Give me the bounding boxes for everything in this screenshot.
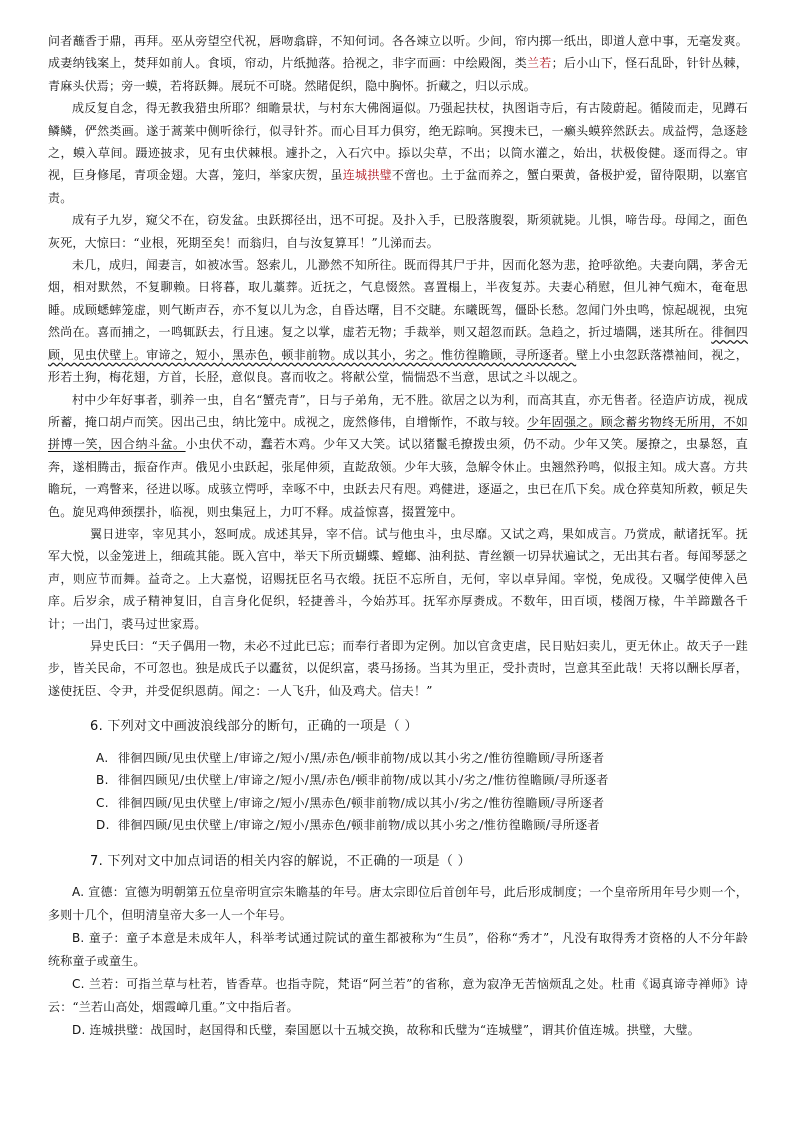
question-7-options xyxy=(48,881,748,1042)
passage-text: 小虫伏不动，蠢若木鸡。少年又大笑。试以猪鬣毛撩拨虫须，仍不动。少年又笑。屡撩之，虫暴怒，直奔，遂相腾击，振奋作声。俄见小虫跃起，张尾伸须，直龁敌领。少年大骇，急解令休止。虫翘然矜鸣，似报主知。成大喜。方共瞻玩，一鸡瞥来，径进以啄。成骇立愕呼，幸啄不中，虫跃去尺有咫。鸡健进，逐逼之，虫已在爪下矣。成仓猝莫知所救，顿足失色。旋见鸡伸颈摆扑，临视，则虫集冠上，力叮不释。成益惊喜，掇置笼中。 xyxy=(48,437,748,519)
passage-text: 成反复自念，得无教我猎虫所耶？细瞻景状，与村东大佛阁逼似。乃强起扶杖，执图诣寺后，有古陵蔚起。循陵而走，见蹲石鳞鳞，俨然类画。遂于蒿莱中侧听徐行，似寻针芥。而心目耳力俱穷，绝无踪响。冥搜未已，一癞头蟆猝然跃去。成益愕，急逐趁之，蟆入草间。蹑迹披求，见有虫伏棘根。遽扑之，入石穴中。掭以尖草，不出；以筒水灌之，始出，状极俊健。逐而得之。审视，巨身修尾，青项金翅。大喜，笼归，举家庆贺，虽 xyxy=(48,101,748,183)
question-6-title: 6. 下列对文中画波浪线部分的断句，正确的一项是（ ） xyxy=(90,719,418,735)
option-key: A. xyxy=(72,885,85,899)
passage-text: ；后小山下，怪石乱卧，针针丛棘，青麻头伏焉；旁一蟆，若将跃舞。展玩不可晓。然睹促织，隐中胸怀。折藏之，归以示成。 xyxy=(48,56,749,93)
option-key: B. xyxy=(96,773,109,788)
passage-paragraph: 异史氏曰：“天子偶用一物，未必不过此已忘；而奉行者即为定例。加以官贪吏虐，民日贴妇卖儿，更无休止。故天子一跬步，皆关民命，不可忽也。独是成氏子以蠹贫，以促织富，裘马扬扬。当其为里正，受扑责时，岂意其至此哉！天将以酬长厚者，遂使抚臣、令尹，并受促织恩荫。闻之：一人飞升，仙及鸡犬。信夫！” xyxy=(48,638,748,698)
passage-text: 未几，成归，闻妻言，如被冰雪。怒索儿，儿渺然不知所往。既而得其尸于井，因而化怒为悲，抢呼欲绝。夫妻向隅，茅舍无烟，相对默然，不复聊赖。日将暮，取儿藁葬。近抚之，气息惙然。喜置榻上，半夜复苏。夫妻心稍慰，但儿神气痴木，奄奄思睡。成顾蟋蟀笼虚，则气断声吞，亦不复以儿为念，自昏达曙，目不交睫。东曦既驾，僵卧长愁。忽闻门外虫鸣，惊起觇视，虫宛然尚在。喜而捕之，一鸣辄跃去，行且速。复之以掌，虚若无物；手裁举，则又超忽而跃。急趋之，折过墙隅，迷其所在。 xyxy=(48,258,748,340)
option-key: D. xyxy=(96,818,110,833)
explanation-a[interactable] xyxy=(48,881,748,927)
option-text: 兰若：可指兰草与杜若，皆香草。也指寺院，梵语“阿兰若”的省称，意为寂净无苦恼烦乱之处。杜甫《谒真谛寺禅师》诗云：“兰若山高处，烟霞嶂几重。”文中指后者。 xyxy=(48,977,749,1014)
document-page xyxy=(48,30,748,1042)
wavy-underlined-text: 徘徊四顾，见虫伏壁上。审谛之，短小，黑赤色，顿非前物。成以其小，劣之。惟彷徨瞻顾，寻所逐者。 xyxy=(48,325,748,362)
option-key: C. xyxy=(96,795,109,810)
passage-paragraph xyxy=(48,254,748,388)
dotted-term: 兰若 xyxy=(527,56,552,71)
option-text: 徘徊四顾/见虫伏壁上/审谛之/短小/黑/赤色/顿非前物/成以其小劣之/惟彷徨瞻顾/寻所逐者 xyxy=(118,750,605,765)
passage-text: 壁上小虫忽跃落襟袖间，视之，形若土狗，梅花翅，方首，长胫，意似良。喜而收之。将献公堂，惴惴恐不当意，思试之斗以觇之。 xyxy=(48,347,748,385)
passage-text: 问者蘸香于鼎，再拜。巫从旁望空代祝，唇吻翕辟，不知何词。各各竦立以听。少间，帘内掷一纸出，即道人意中事，无毫发爽。成妻纳钱案上，焚拜如前人。食顷，帘动，片纸抛落。拾视之，非字而画：中绘殿阁，类 xyxy=(48,34,748,71)
option-key: A. xyxy=(96,750,109,765)
option-a[interactable] xyxy=(96,747,748,770)
option-key: B. xyxy=(72,931,85,945)
option-text: 连城拱璧：战国时，赵国得和氏璧，秦国愿以十五城交换，故称和氏璧为“连城璧”，谓其价值连城。拱璧，大璧。 xyxy=(89,1023,700,1037)
question-6-options xyxy=(48,747,748,837)
option-c[interactable] xyxy=(96,792,748,815)
question-7-title: 7. 下列对文中加点词语的相关内容的解说，不正确的一项是（ ） xyxy=(90,853,471,869)
passage-paragraph xyxy=(48,389,748,523)
explanation-b[interactable] xyxy=(48,927,748,973)
explanation-d[interactable] xyxy=(48,1019,748,1042)
passage-paragraph: 翼日进宰，宰见其小，怒呵成。成述其异，宰不信。试与他虫斗，虫尽靡。又试之鸡，果如成言。乃赏成，献诸抚军。抚军大悦，以金笼进上，细疏其能。既入宫中，举天下所贡蝴蝶、螳螂、油利挞、青丝额一切异状遍试之，无出其右者。每闻琴瑟之声，则应节而舞。益奇之。上大嘉悦，诏赐抚臣名马衣缎。抚臣不忘所自，无何，宰以卓异闻。宰悦，免成役。又嘱学使俾入邑庠。后岁余，成子精神复旧，自言身化促织，轻捷善斗，今始苏耳。抚军亦厚赉成。不数年，田百顷，楼阁万椽，牛羊蹄躈各千计；一出门，裘马过世家焉。 xyxy=(48,526,748,631)
option-text: 徘徊四顾/见虫伏壁上/审谛之/短小/黑赤色/顿非前物/成以其小劣之/惟彷徨瞻顾/寻所逐者 xyxy=(118,818,600,833)
dotted-term: 连城拱璧 xyxy=(342,168,392,183)
underlined-text: 少年固强之。顾念蓄劣物终无所用，不如拼博一笑，因合纳斗盆。 xyxy=(48,414,748,452)
passage-text: 不啻也。土于盆而养之，蟹白栗黄，备极护爱，留待限期，以塞官责。 xyxy=(48,168,748,205)
explanation-c[interactable] xyxy=(48,973,748,1019)
passage-text: 村中少年好事者，驯养一虫，自名“蟹壳青”，日与子弟角，无不胜。欲居之以为利，而高其直，亦无售者。径造庐访成，视成所蓄，掩口胡卢而笑。因出己虫，纳比笼中。成视之，庞然修伟，自增惭怍，不敢与较。 xyxy=(48,392,748,429)
passage-paragraph: 成有子九岁，窥父不在，窃发盆。虫跃掷径出，迅不可捉。及扑入手，已股落腹裂，斯须就毙。儿惧，啼告母。母闻之，面色灰死，大惊曰：“业根，死期至矣！而翁归，自与汝复算耳！”儿涕而去。 xyxy=(48,213,748,250)
option-d[interactable] xyxy=(96,814,748,837)
option-text: 徘徊四顾/见虫伏壁上/审谛之/短小/黑赤色/顿非前物/成以其小/劣之/惟彷徨瞻顾/寻所逐者 xyxy=(118,795,605,810)
passage-paragraph xyxy=(48,97,748,209)
passage-paragraph xyxy=(48,30,748,97)
option-b[interactable] xyxy=(96,769,748,792)
option-text: 宣德：宣德为明朝第五位皇帝明宣宗朱瞻基的年号。唐太宗即位后首创年号，此后形成制度；一个皇帝所用年号少则一个，多则十几个，但明清皇帝大多一人一个年号。 xyxy=(48,885,749,922)
option-key: C. xyxy=(72,977,85,991)
option-key: D. xyxy=(72,1023,86,1037)
option-text: 童子：童子本意是未成年人，科举考试通过院试的童生都被称为“生员”，俗称“秀才”，凡没有取得秀才资格的人不分年龄统称童子或童生。 xyxy=(48,931,748,968)
option-text: 徘徊四顾见/虫伏壁上/审谛之/短小/黑/赤色/顿非前物/成以其小/劣之/惟彷徨瞻顾/寻所逐者 xyxy=(118,773,609,788)
